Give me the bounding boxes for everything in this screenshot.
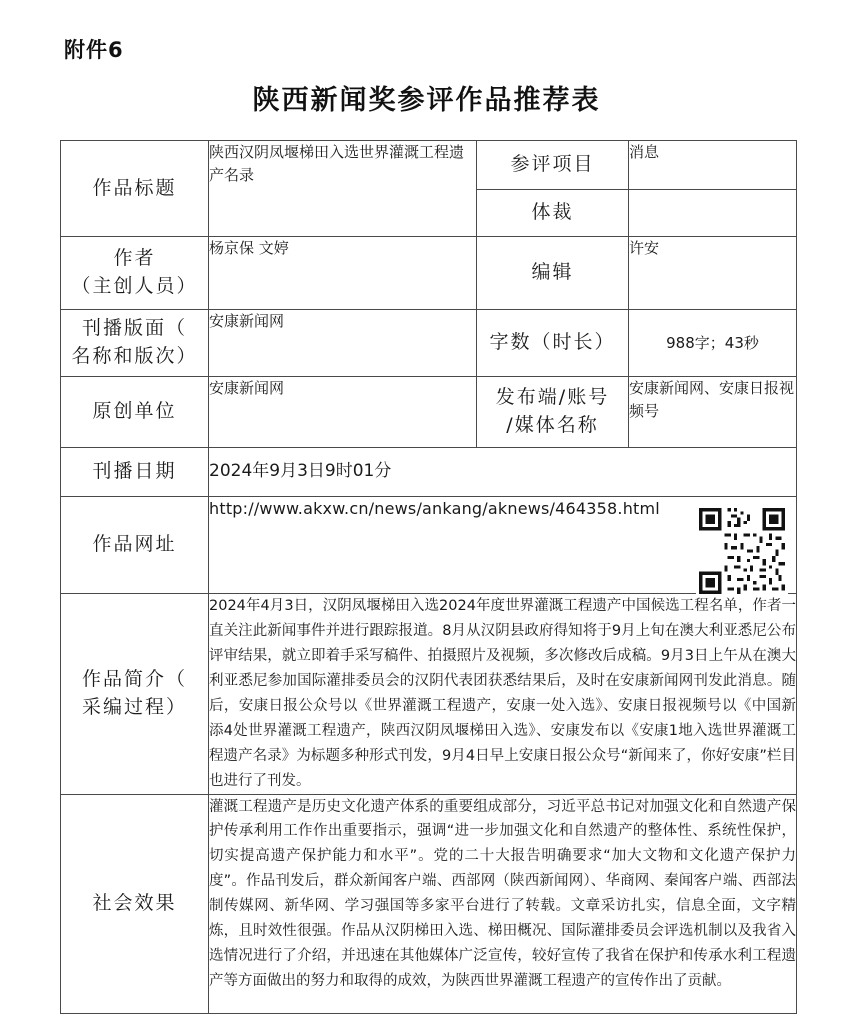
label-work-title: 作品标题	[61, 141, 209, 237]
table-row	[61, 794, 797, 1013]
table-row	[61, 141, 797, 190]
attachment-label: 附件6	[64, 38, 124, 62]
label-author	[61, 237, 209, 310]
value-platform: 安康新闻网、安康日报视频号	[629, 377, 797, 448]
table-row	[61, 377, 797, 448]
label-summary-line2: 采编过程）	[81, 695, 187, 718]
value-social-effect: 灌溉工程遗产是历史文化遗产体系的重要组成部分，习近平总书记对加强文化和自然遗产保护传承利用工作作出重要指示，强调“进一步加强文化和自然遗产的整体性、系统性保护，切实提高遗产保护能力和水平”。党的二十大报告明确要求“加大文物和文化遗产保护力度”。作品刊发后，群众新闻客户端、西部网（陕西新闻网）、华商网、秦闻客户端、西部法制传媒网、新华网、学习强国等多家平台进行了转载。文章采访扎实，信息全面，文字精炼，且时效性很强。作品从汉阴梯田入选、梯田概况、国际灌排委员会评选机制以及我省入选情况进行了介绍，并迅速在其他媒体广泛宣传，较好宣传了我省在保护和传承水利工程遗产等方面做出的努力和取得的成效，为陕西世界灌溉工程遗产的宣传作出了贡献。	[209, 794, 797, 1013]
label-review-item: 参评项目	[477, 141, 629, 190]
label-publish-date: 刊播日期	[61, 448, 209, 497]
recommendation-form-table	[60, 140, 797, 1014]
table-row	[61, 310, 797, 377]
label-social-effect: 社会效果	[61, 794, 209, 1013]
value-word-count: 988字；43秒	[629, 310, 797, 377]
value-work-url-cell	[209, 497, 797, 594]
label-editor: 编辑	[477, 237, 629, 310]
label-word-count: 字数（时长）	[477, 310, 629, 377]
value-work-title: 陕西汉阴凤堰梯田入选世界灌溉工程遗产名录	[209, 141, 477, 237]
value-summary: 2024年4月3日，汉阴凤堰梯田入选2024年度世界灌溉工程遗产中国候选工程名单，作者一直关注此新闻事件并进行跟踪报道。8月从汉阴县政府得知将于9月上旬在澳大利亚悉尼公布评审结果，就立即着手采写稿件、拍摄照片及视频，多次修改后成稿。9月3日上午从在澳大利亚悉尼参加国际灌排委员会的汉阴代表团获悉结果后，及时在安康新闻网刊发此消息。随后，安康日报公众号以《世界灌溉工程遗产，安康一处入选》、安康日报视频号以《中国新添4处世界灌溉工程遗产，陕西汉阴凤堰梯田入选》、安康发布以《安康1地入选世界灌溉工程遗产名录》为标题多种形式刊发，9月4日早上安康日报公众号“新闻来了，你好安康”栏目也进行了刊发。	[209, 594, 797, 795]
value-author: 杨京保 文婷	[209, 237, 477, 310]
label-work-url: 作品网址	[61, 497, 209, 594]
label-original-unit: 原创单位	[61, 377, 209, 448]
label-platform	[477, 377, 629, 448]
label-summary-line1: 作品简介（	[81, 668, 187, 691]
value-publish-page: 安康新闻网	[209, 310, 477, 377]
table-row	[61, 594, 797, 795]
label-author-line2: （主创人员）	[71, 275, 198, 297]
label-publish-page-line2: 名称和版次）	[71, 345, 198, 367]
table-row	[61, 448, 797, 497]
value-original-unit: 安康新闻网	[209, 377, 477, 448]
qr-code-icon	[696, 505, 788, 597]
value-work-url[interactable]: http://www.akxw.cn/news/ankang/aknews/464358.html	[209, 499, 660, 518]
value-review-item: 消息	[629, 141, 797, 190]
label-author-line1: 作者	[113, 247, 156, 270]
label-platform-line1: 发布端/账号	[495, 386, 610, 409]
value-editor: 许安	[629, 237, 797, 310]
label-platform-line2: /媒体名称	[506, 414, 599, 436]
label-summary	[61, 594, 209, 795]
label-publish-page-line1: 刊播版面（	[81, 317, 187, 340]
table-row	[61, 497, 797, 594]
value-genre	[629, 190, 797, 237]
label-genre: 体裁	[477, 190, 629, 237]
table-row	[61, 237, 797, 310]
label-publish-page	[61, 310, 209, 377]
value-publish-date: 2024年9月3日9时01分	[209, 448, 797, 497]
page-title: 陕西新闻奖参评作品推荐表	[252, 85, 601, 116]
